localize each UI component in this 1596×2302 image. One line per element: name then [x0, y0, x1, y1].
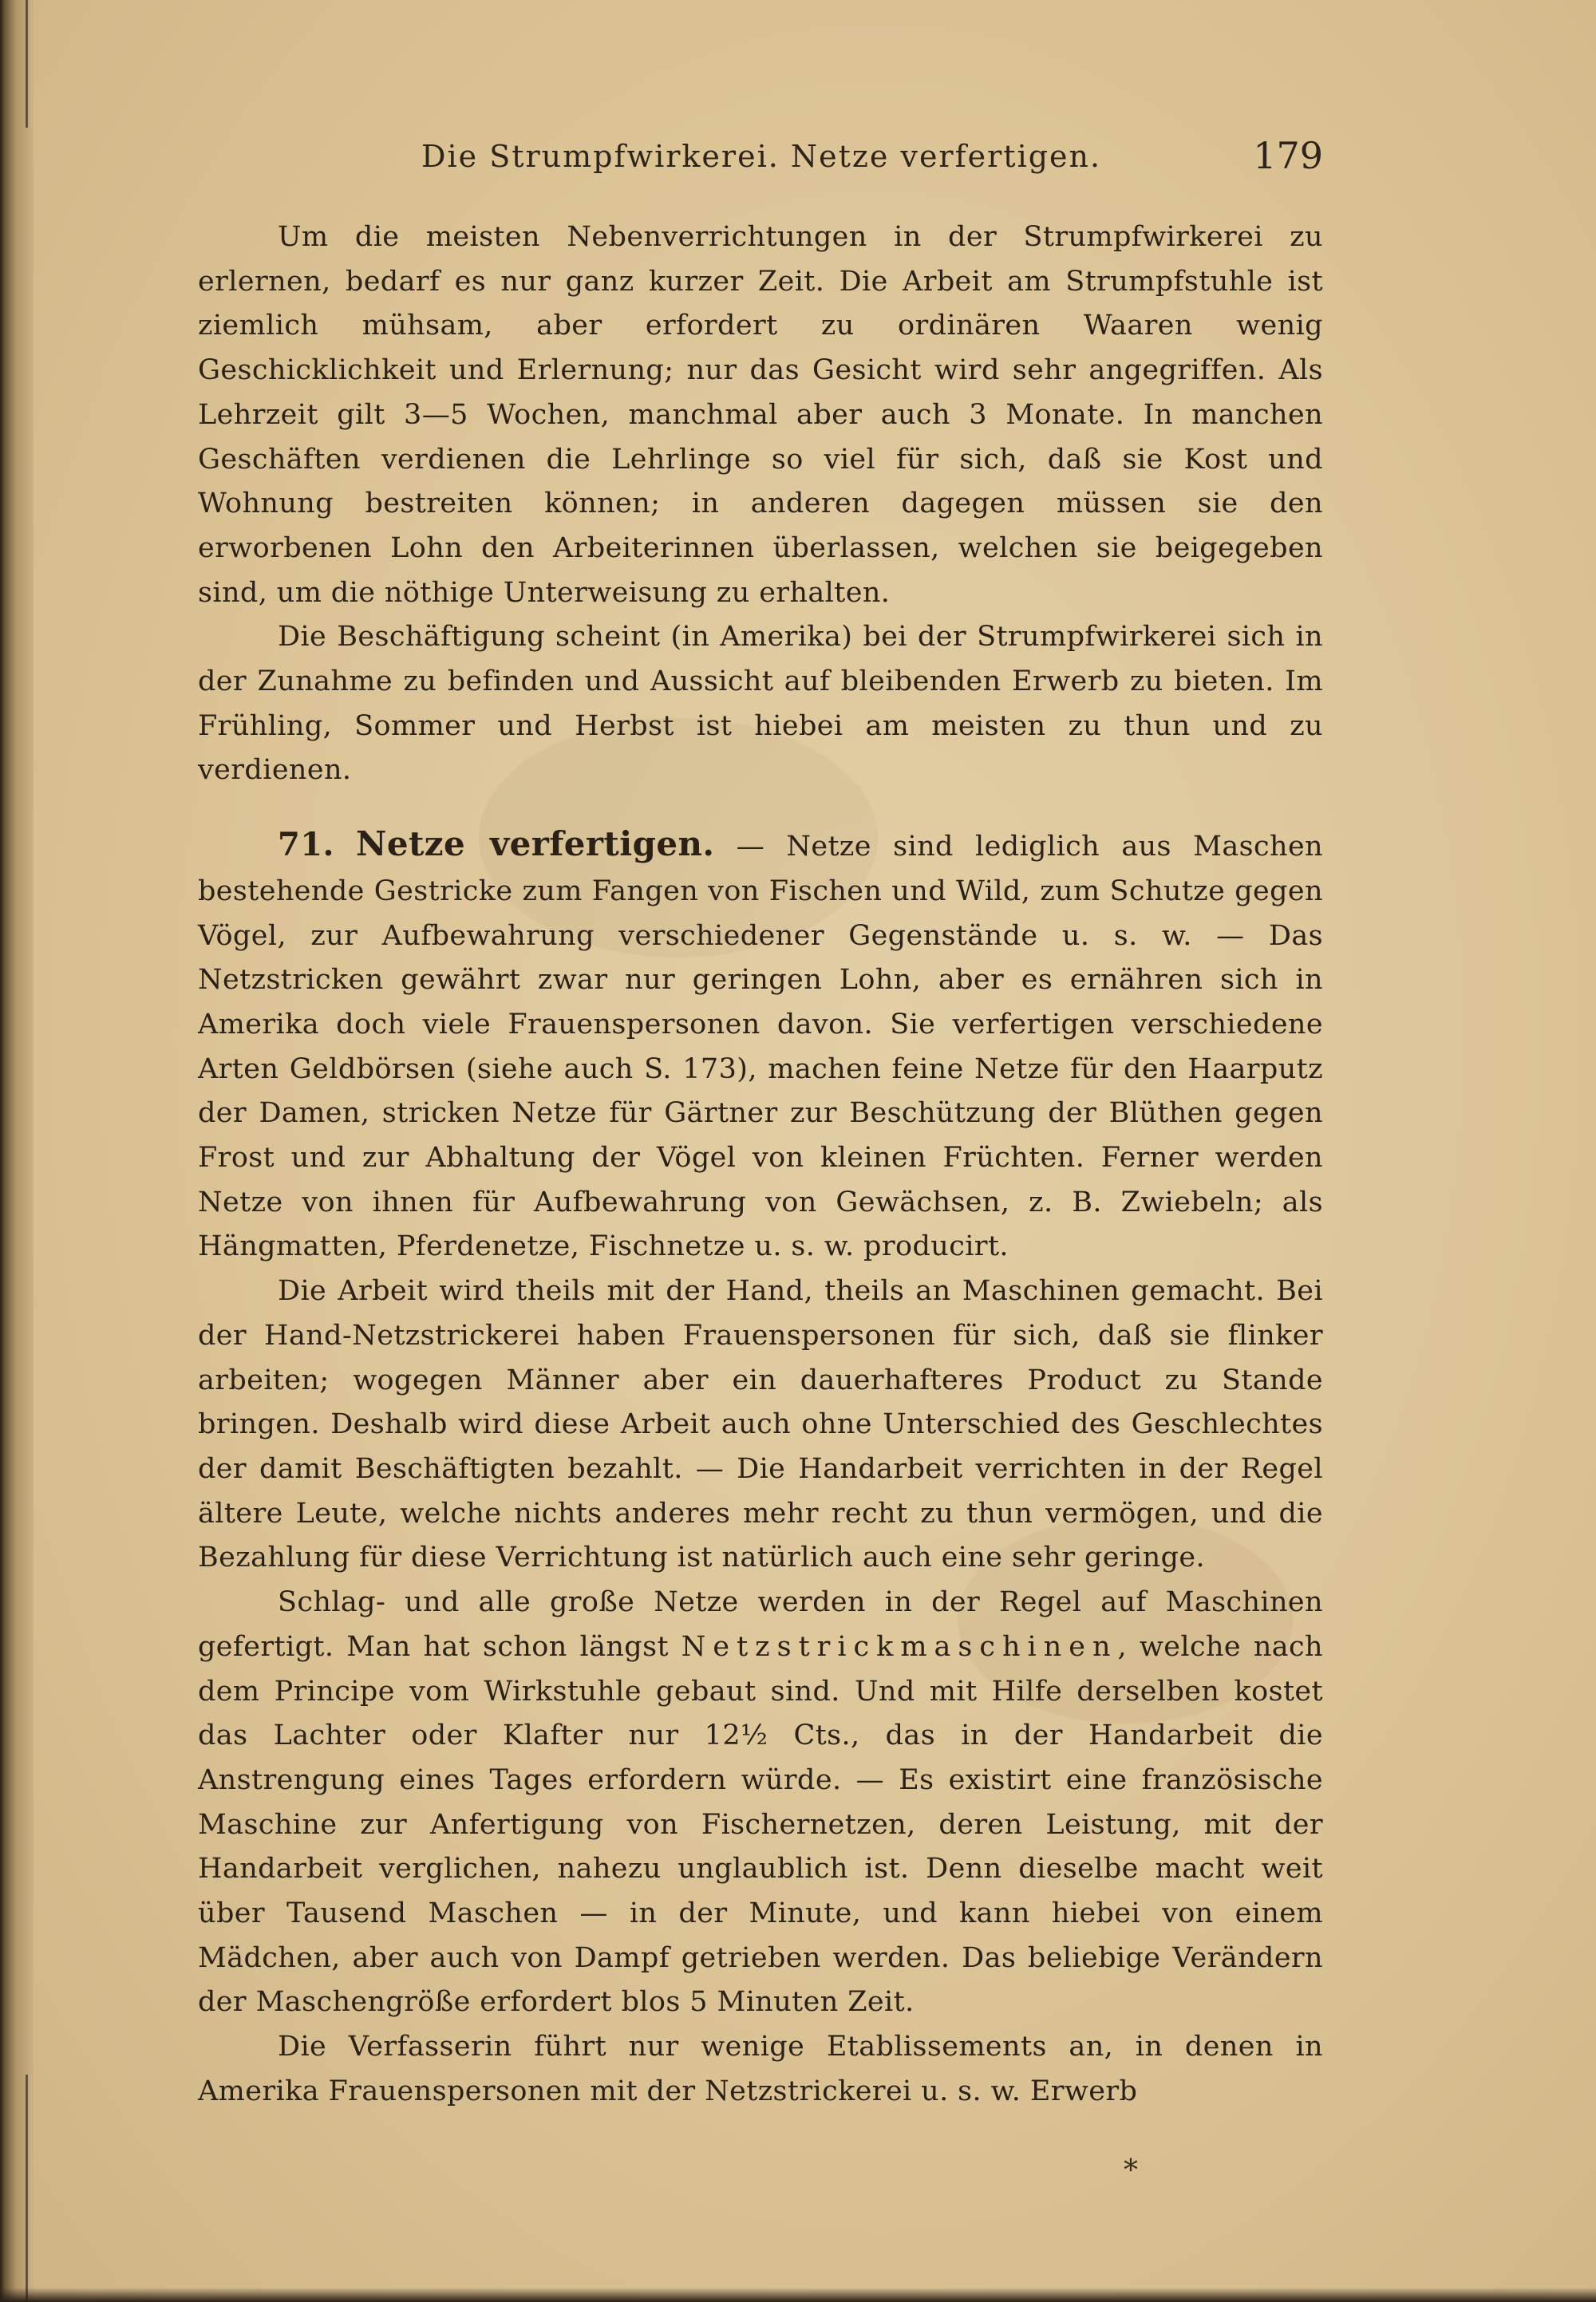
paragraph: Die Beschäftigung scheint (in Amerika) bei der Strumpfwirkerei sich in der Zunahme zu befinden und Aussicht auf bleibenden Erwerb zu bieten. Im Frühling, Sommer und Herbst ist hiebei am meisten zu thun und zu verdienen.	[198, 621, 1323, 787]
signature-mark: *	[1124, 2154, 1138, 2187]
paragraph-text: , welche nach dem Principe vom Wirkstuhle gebaut sind. Und mit Hilfe derselben kostet das Lachter oder Klafter nur 12½ Cts., das in der Handarbeit die Anstrengung eines Tages erfordern würde. — Es existirt eine französische Maschine zur Anfertigung von Fischernetzen, deren Leistung, mit der Handarbeit verglichen, nahezu unglaublich ist. Denn dieselbe macht weit über Tausend Maschen — in der Minute, und kann hiebei von einem Mädchen, aber auch von Dampf getrieben werden. Das beliebige Verändern der Maschengröße erfordert blos 5 Minuten Zeit.	[198, 1630, 1323, 2019]
section-paragraph	[198, 822, 1323, 1269]
paragraph-text: — Netze sind lediglich aus Maschen bestehende Gestricke zum Fangen von Fischen und Wild, zum Schutze gegen Vögel, zur Aufbewahrung verschiedener Gegenstände u. s. w. — Das Netzstricken gewährt zwar nur geringen Lohn, aber es ernähren sich in Amerika doch viele Frauenspersonen davon. Sie verfertigen verschiedene Arten Geldbörsen (siehe auch S. 173), machen feine Netze für den Haarputz der Damen, stricken Netze für Gärtner zur Beschützung der Blüthen gegen Frost und zur Abhaltung der Vögel von kleinen Früchten. Ferner werden Netze von ihnen für Aufbewahrung von Gewächsen, z. B. Zwiebeln; als Hängmatten, Pferdenetze, Fischnetze u. s. w. producirt.	[198, 831, 1324, 1263]
main-text	[198, 215, 1323, 2114]
paragraph-text: Schlag- und alle große Netze werden in der Regel auf Maschinen gefertigt. Man hat schon längst	[198, 1586, 1323, 1663]
paragraph	[198, 1581, 1323, 2025]
page-number: 179	[1253, 134, 1323, 177]
emphasized-term: Netzstrickmaschinen	[681, 1630, 1118, 1663]
running-head: Die Strumpfwirkerei. Netze verfertigen.	[421, 139, 1102, 174]
paragraph: Die Verfasserin führt nur wenige Etablissements an, in denen in Amerika Frauenspersonen mit der Netzstrickerei u. s. w. Erwerb	[198, 2031, 1323, 2107]
page-header	[198, 134, 1323, 190]
binding-mark	[26, 2075, 28, 2302]
paragraph: Die Arbeit wird theils mit der Hand, theils an Maschinen gemacht. Bei der Hand-Netzstrickerei haben Frauenspersonen für sich, daß sie flinker arbeiten; wogegen Männer aber ein dauerhafteres Product zu Stande bringen. Deshalb wird diese Arbeit auch ohne Unterschied des Geschlechtes der damit Beschäftigten bezahlt. — Die Handarbeit verrichten in der Regel ältere Leute, welche nichts anderes mehr recht zu thun vermögen, und die Bezahlung für diese Verrichtung ist natürlich auch eine sehr geringe.	[198, 1275, 1323, 1574]
page-binding-edge	[0, 0, 34, 2302]
section-number: 71.	[278, 826, 334, 864]
section-title: Netze verfertigen.	[356, 824, 715, 864]
binding-mark	[26, 0, 28, 128]
page-bottom-edge	[0, 2288, 1596, 2302]
paragraph: Um die meisten Nebenverrichtungen in der Strumpfwirkerei zu erlernen, bedarf es nur ganz kurzer Zeit. Die Arbeit am Strumpfstuhle ist ziemlich mühsam, aber erfordert zu ordinären Waaren wenig Geschicklichkeit und Erlernung; nur das Gesicht wird sehr angegriffen. Als Lehrzeit gilt 3—5 Wochen, manchmal aber auch 3 Monate. In manchen Geschäften verdienen die Lehrlinge so viel für sich, daß sie Kost und Wohnung bestreiten können; in anderen dagegen müssen sie den erworbenen Lohn den Arbeiterinnen überlassen, welchen sie beigegeben sind, um die nöthige Unterweisung zu erhalten.	[198, 221, 1323, 609]
